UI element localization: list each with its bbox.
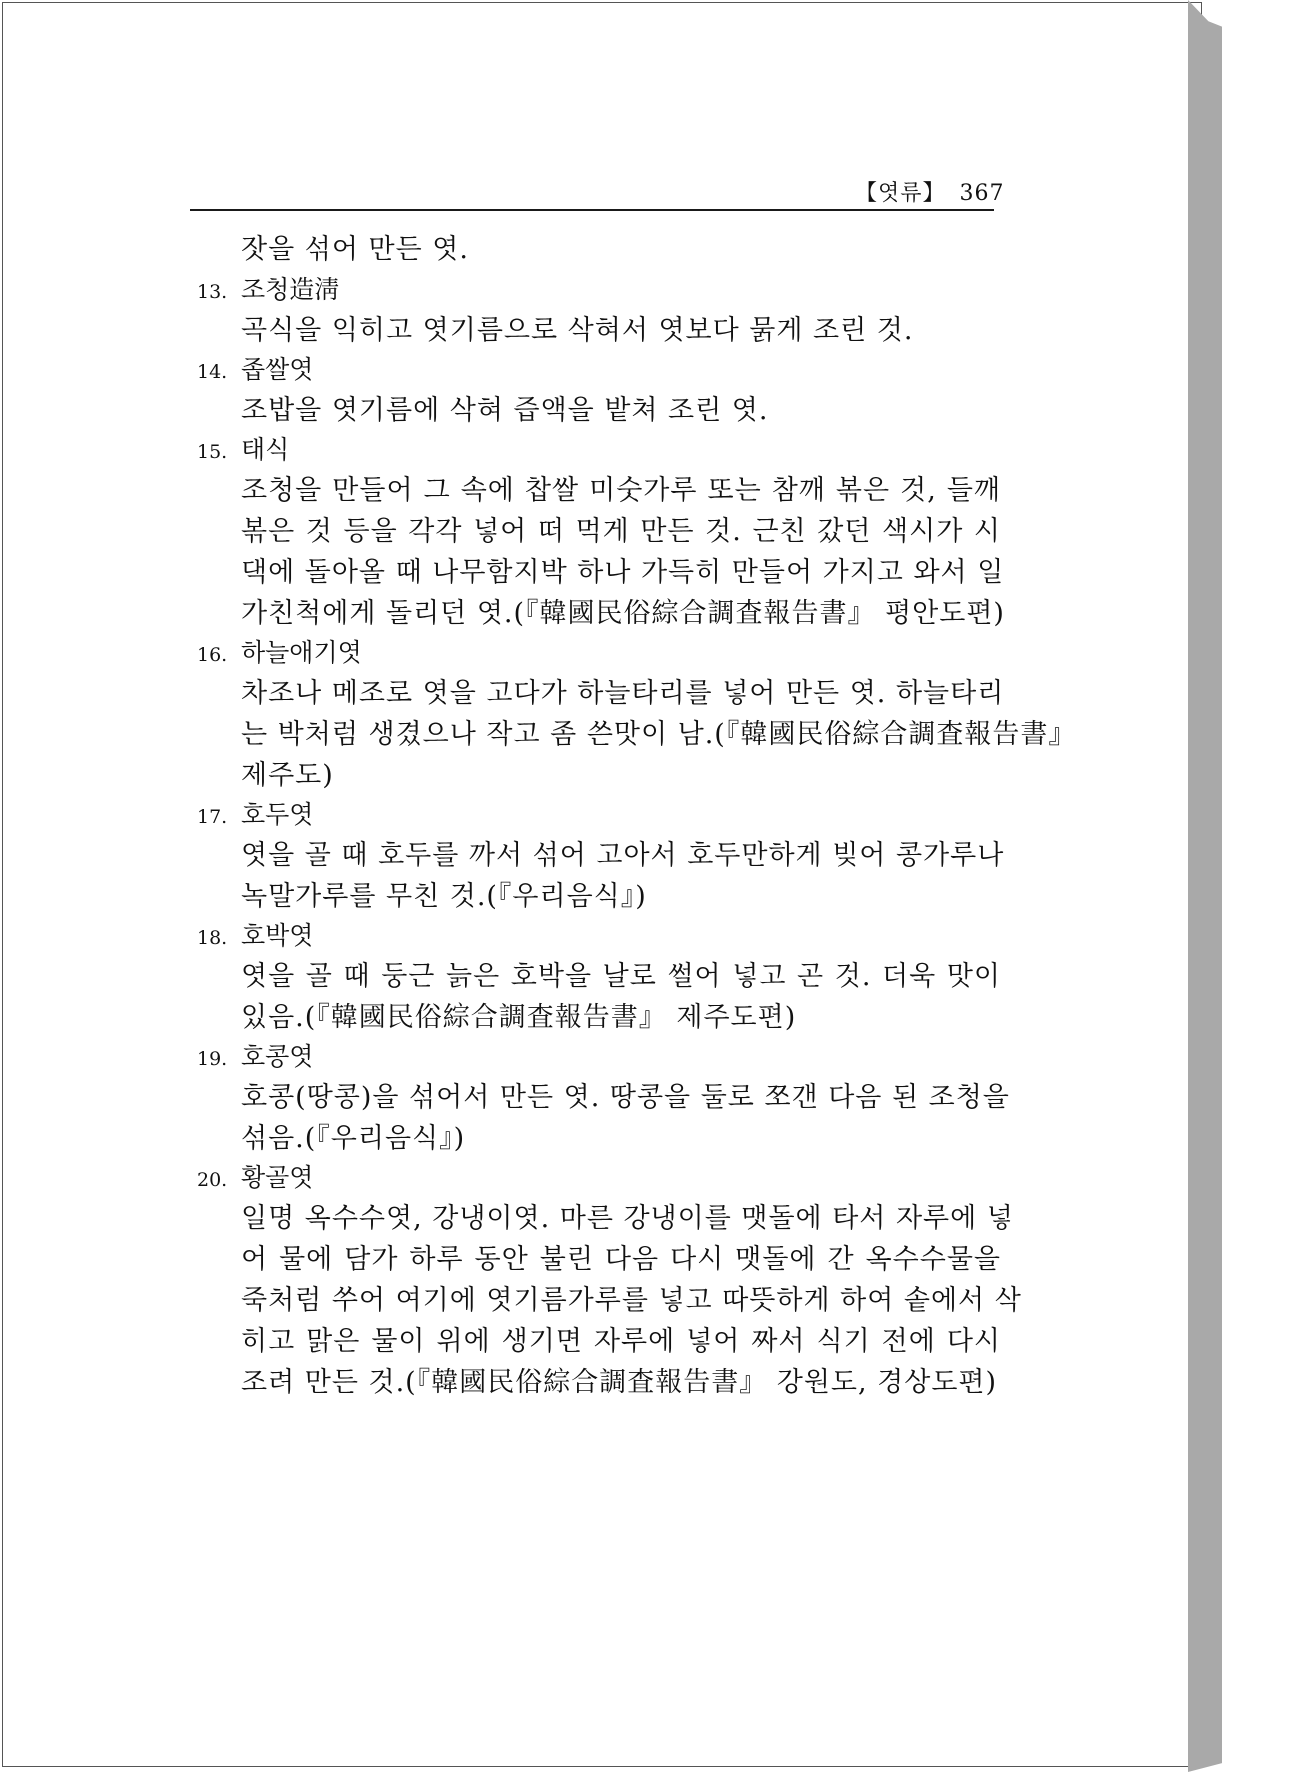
entry-18-heading bbox=[197, 914, 313, 960]
entry-title: 하늘애기엿 bbox=[241, 638, 362, 667]
entry-number: 16. bbox=[197, 644, 228, 666]
entry-13-heading bbox=[197, 268, 339, 314]
entry-title: 좁쌀엿 bbox=[241, 355, 314, 384]
page-edge-shadow bbox=[1188, 0, 1222, 1772]
page-number: 367 bbox=[959, 181, 1005, 206]
entry-title: 호두엿 bbox=[241, 800, 314, 829]
entry-17-heading bbox=[197, 793, 313, 839]
entry-20-line-4: 히고 맑은 물이 위에 생기면 자루에 넣어 짜서 식기 전에 다시 bbox=[241, 1326, 1001, 1357]
continuation-line: 잣을 섞어 만든 엿. bbox=[241, 234, 469, 265]
section-title: 【엿류】 bbox=[855, 181, 946, 206]
entry-16-line-3: 제주도) bbox=[241, 760, 334, 791]
entry-title: 호콩엿 bbox=[241, 1042, 314, 1071]
entry-title: 조청造淸 bbox=[241, 275, 340, 304]
entry-number: 18. bbox=[197, 927, 228, 949]
entry-17-line-2: 녹말가루를 무친 것.(『우리음식』) bbox=[241, 881, 647, 912]
entry-number: 20. bbox=[197, 1169, 228, 1191]
entry-20-line-2: 어 물에 담가 하루 동안 불린 다음 다시 맷돌에 간 옥수수물을 bbox=[241, 1244, 1001, 1275]
entry-16-line-2: 는 박처럼 생겼으나 작고 좀 쓴맛이 남.(『韓國民俗綜合調査報告書』 bbox=[241, 719, 1077, 750]
entry-title: 호박엿 bbox=[241, 921, 314, 950]
entry-19-line-2: 섞음.(『우리음식』) bbox=[241, 1123, 466, 1154]
running-header bbox=[855, 176, 1005, 207]
entry-15-line-4: 가친척에게 돌리던 엿.(『韓國民俗綜合調査報告書』 평안도편) bbox=[241, 598, 1005, 629]
entry-title: 황골엿 bbox=[241, 1163, 314, 1192]
entry-19-line-1: 호콩(땅콩)을 섞어서 만든 엿. 땅콩을 둘로 쪼갠 다음 된 조청을 bbox=[241, 1082, 1010, 1113]
entry-15-line-1: 조청을 만들어 그 속에 찹쌀 미숫가루 또는 참깨 볶은 것, 들깨 bbox=[241, 475, 1001, 506]
entry-15-heading bbox=[197, 428, 289, 474]
entry-20-line-1: 일명 옥수수엿, 강냉이엿. 마른 강냉이를 맷돌에 타서 자루에 넣 bbox=[241, 1203, 1014, 1234]
entry-18-line-2: 있음.(『韓國民俗綜合調査報告書』 제주도편) bbox=[241, 1002, 797, 1033]
entry-14-heading bbox=[197, 348, 313, 394]
entry-19-heading bbox=[197, 1035, 313, 1081]
header-rule bbox=[190, 209, 994, 211]
entry-15-line-2: 볶은 것 등을 각각 넣어 떠 먹게 만든 것. 근친 갔던 색시가 시 bbox=[241, 516, 1001, 547]
entry-number: 19. bbox=[197, 1048, 228, 1070]
entry-13-line-1: 곡식을 익히고 엿기름으로 삭혀서 엿보다 묽게 조린 것. bbox=[241, 315, 914, 346]
entry-number: 15. bbox=[197, 441, 228, 463]
entry-15-line-3: 댁에 돌아올 때 나무함지박 하나 가득히 만들어 가지고 와서 일 bbox=[241, 557, 1005, 588]
entry-title: 태식 bbox=[241, 435, 290, 464]
entry-16-line-1: 차조나 메조로 엿을 고다가 하늘타리를 넣어 만든 엿. 하늘타리 bbox=[241, 678, 1005, 709]
entry-17-line-1: 엿을 골 때 호두를 까서 섞어 고아서 호두만하게 빚어 콩가루나 bbox=[241, 840, 1005, 871]
entry-number: 13. bbox=[197, 281, 228, 303]
entry-number: 17. bbox=[197, 806, 228, 828]
entry-20-line-5: 조려 만든 것.(『韓國民俗綜合調査報告書』 강원도, 경상도편) bbox=[241, 1367, 998, 1398]
entry-number: 14. bbox=[197, 361, 228, 383]
entry-20-heading bbox=[197, 1156, 313, 1202]
entry-16-heading bbox=[197, 631, 362, 677]
entry-18-line-1: 엿을 골 때 둥근 늙은 호박을 날로 썰어 넣고 곤 것. 더욱 맛이 bbox=[241, 961, 1001, 992]
entry-20-line-3: 죽처럼 쑤어 여기에 엿기름가루를 넣고 따뜻하게 하여 솥에서 삭 bbox=[241, 1285, 1022, 1316]
entry-14-line-1: 조밥을 엿기름에 삭혀 즙액을 밭쳐 조린 엿. bbox=[241, 395, 769, 426]
